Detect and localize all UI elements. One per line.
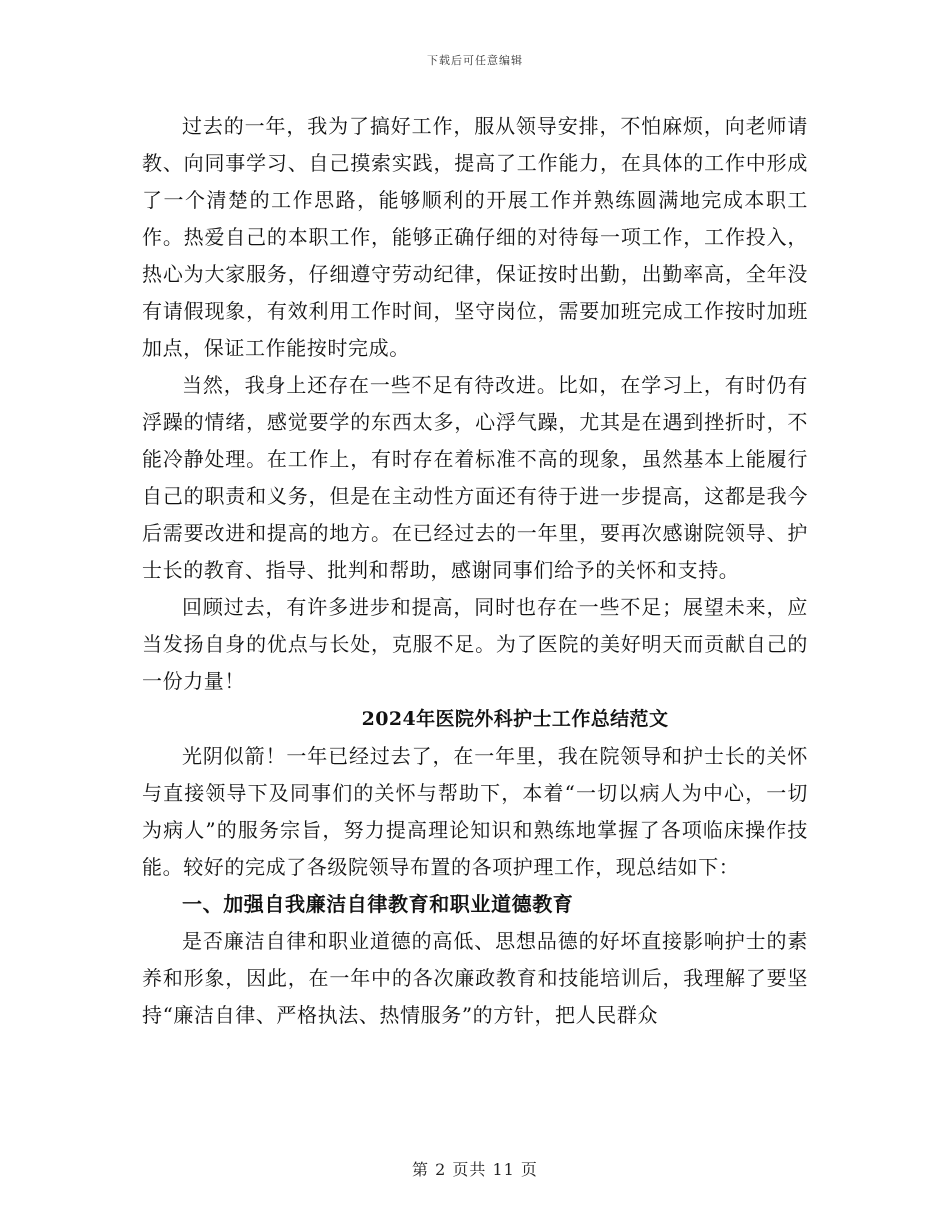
document-body xyxy=(142,108,808,1034)
section-paragraph: 是否廉洁自律和职业道德的高低、思想品德的好坏直接影响护士的素养和形象，因此，在一年中的各次廉政教育和技能培训后，我理解了要坚持“廉洁自律、严格执法、热情服务”的方针，把人民群众 xyxy=(142,929,808,1027)
intro-paragraph: 光阴似箭！一年已经过去了，在一年里，我在院领导和护士长的关怀与直接领导下及同事们的关怀与帮助下，本着“一切以病人为中心，一切为病人”的服务宗旨，努力提高理论知识和熟练地掌握了各项临床操作技能。较好的完成了各级院领导布置的各项护理工作，现总结如下： xyxy=(142,744,808,879)
page-header: 下载后可任意编辑 xyxy=(427,54,523,67)
section-heading: 一、加强自我廉洁自律教育和职业道德教育 xyxy=(182,892,574,916)
body-paragraph: 当然，我身上还存在一些不足有待改进。比如，在学习上，有时仍有浮躁的情绪，感觉要学的东西太多，心浮气躁，尤其是在遇到挫折时，不能冷静处理。在工作上，有时存在着标准不高的现象，虽然基本上能履行自己的职责和义务，但是在主动性方面还有待于进一步提高，这都是我今后需要改进和提高的地方。在已经过去的一年里，要再次感谢院领导、护士长的教育、指导、批判和帮助，感谢同事们给予的关怀和支持。 xyxy=(142,373,808,582)
page-footer: 第 2 页共 11 页 xyxy=(412,1160,538,1179)
body-paragraph: 回顾过去，有许多进步和提高，同时也存在一些不足；展望未来，应当发扬自身的优点与长处，克服不足。为了医院的美好明天而贡献自己的一份力量！ xyxy=(142,595,808,693)
body-paragraph: 过去的一年，我为了搞好工作，服从领导安排，不怕麻烦，向老师请教、向同事学习、自己摸索实践，提高了工作能力，在具体的工作中形成了一个清楚的工作思路，能够顺利的开展工作并熟练圆满地完成本职工作。热爱自己的本职工作，能够正确仔细的对待每一项工作，工作投入，热心为大家服务，仔细遵守劳动纪律，保证按时出勤，出勤率高，全年没有请假现象，有效利用工作时间，坚守岗位，需要加班完成工作按时加班加点，保证工作能按时完成。 xyxy=(142,114,808,360)
document-title: 2024年医院外科护士工作总结范文 xyxy=(361,708,669,730)
